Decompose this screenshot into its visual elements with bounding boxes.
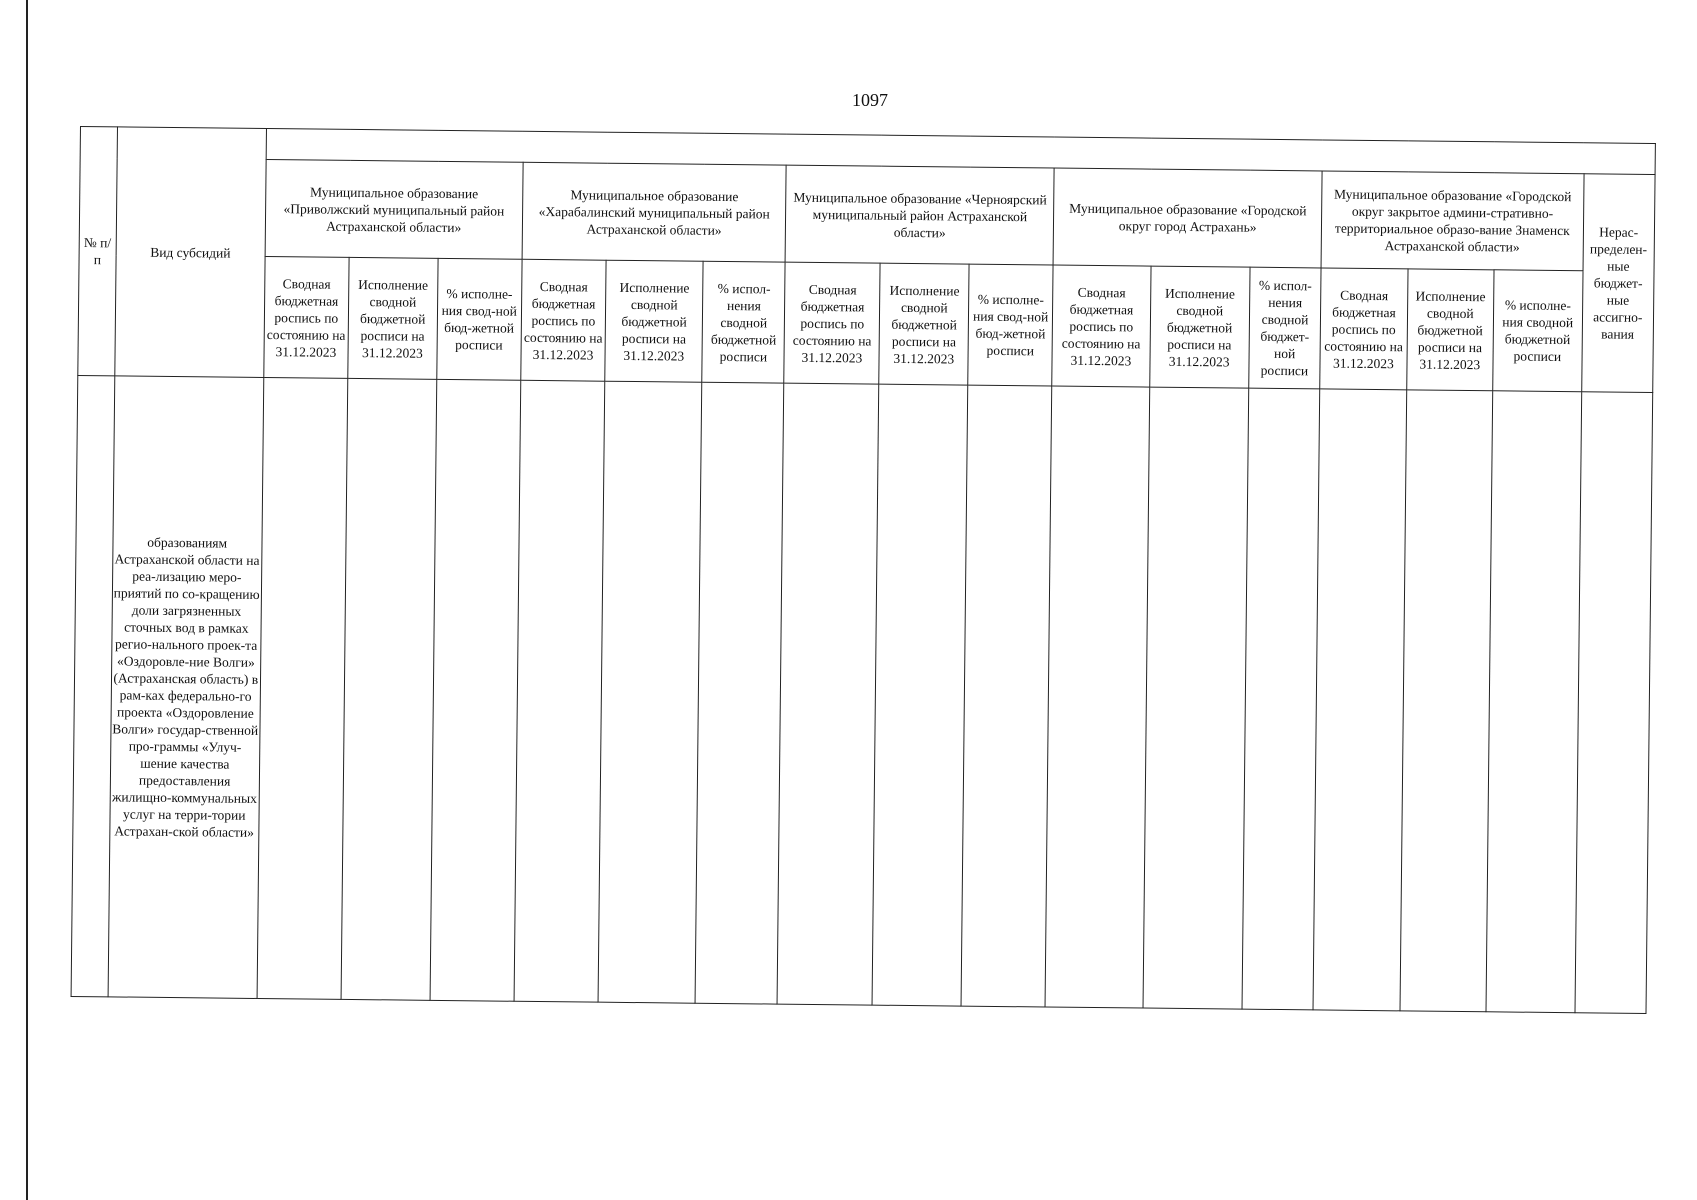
subcol-execution: Исполнение сводной бюджетной росписи на 31.12.2023: [1406, 269, 1494, 391]
header-row-municipalities: [79, 158, 1655, 272]
document-sheet: [70, 126, 1655, 1027]
data-cell: [1242, 388, 1320, 1010]
municipality-header-astrakhan: Муниципальное образование «Городской округ город Астрахань»: [1053, 168, 1322, 268]
data-cell: [1400, 390, 1493, 1012]
subcol-plan: Сводная бюджетная роспись по состоянию на 31.12.2023: [1320, 268, 1408, 390]
binding-line: [26, 0, 28, 1200]
subcol-plan: Сводная бюджетная роспись по состоянию на 31.12.2023: [264, 257, 350, 379]
unallocated-header: Нерас-пределен-ные бюджет-ные ассигно-вания: [1581, 174, 1655, 393]
municipality-header-privolzhsky: Муниципальное образование «Приволжский муниципальный район Астраханской области»: [265, 160, 523, 260]
subcol-execution: Исполнение сводной бюджетной росписи на 31.12.2023: [348, 257, 438, 379]
subsidy-table: [71, 126, 1656, 1014]
municipality-header-znamensk: Муниципальное образование «Городской округ закрытое админи-стративно-территориальное образо-вание Знаменск Астраханской области»: [1321, 171, 1583, 271]
subsidy-description: образованиям Астраханской области на реа-лизацию меро-приятий по со-кращению доли загрязненных сточных вод в рамках регио-нального проек-та «Оздоровле-ние Волги» (Астраханская область) в рам-ках федерально-го проекта «Оздоровление Волги» государ-ственной про-граммы «Улуч-шение качества предоставления жилищно-коммунальных услуг на терри-тории Астрахан-ской области»: [108, 376, 264, 999]
data-cell: [1045, 386, 1149, 1008]
subcol-plan: Сводная бюджетная роспись по состоянию на 31.12.2023: [521, 259, 607, 381]
data-cell: [430, 379, 521, 1001]
page-number: 1097: [852, 90, 888, 110]
municipality-header-kharabalinsky: Муниципальное образование «Харабалинский муниципальный район Астраханской области»: [522, 162, 787, 262]
subcol-percent: % исполне-ния свод-ной бюд-жетной росписи: [968, 264, 1054, 386]
data-cell: [1143, 387, 1249, 1009]
header-row-subcolumns: [78, 254, 1654, 392]
subcol-execution: Исполнение сводной бюджетной росписи на 31.12.2023: [879, 263, 969, 385]
data-cell: [873, 384, 968, 1006]
subcol-execution: Исполнение сводной бюджетной росписи на 31.12.2023: [605, 260, 704, 382]
col-num-header: № п/п: [78, 127, 117, 376]
col-vid-header: Вид субсидий: [115, 127, 267, 378]
data-cell: [695, 382, 784, 1004]
municipality-header-chernoyarsky: Муниципальное образование «Черноярский муниципальный район Астраханской области»: [785, 165, 1054, 265]
data-cell: [1486, 391, 1581, 1013]
data-cell: [341, 378, 436, 1000]
subcol-percent: % испол-нения сводной бюджет-ной росписи: [1249, 267, 1322, 389]
table-row: [71, 375, 1653, 1013]
data-cell: [598, 381, 702, 1003]
subcol-percent: % исполне-ния сводной бюджетной росписи: [1493, 270, 1583, 392]
subcol-plan: Сводная бюджетная роспись по состоянию на 31.12.2023: [784, 262, 880, 384]
subcol-plan: Сводная бюджетная роспись по состоянию на 31.12.2023: [1052, 265, 1151, 387]
subcol-execution: Исполнение сводной бюджетной росписи на 31.12.2023: [1149, 266, 1250, 388]
data-cell: [777, 383, 879, 1005]
subcol-percent: % исполне-ния свод-ной бюд-жетной росписи: [436, 258, 522, 380]
data-cell: [257, 378, 348, 1000]
data-cell: [961, 385, 1052, 1007]
subcol-percent: % испол-нения сводной бюджетной росписи: [702, 261, 785, 383]
data-cell: [514, 380, 605, 1002]
data-cell: [1575, 392, 1653, 1014]
data-cell: [1313, 389, 1406, 1011]
